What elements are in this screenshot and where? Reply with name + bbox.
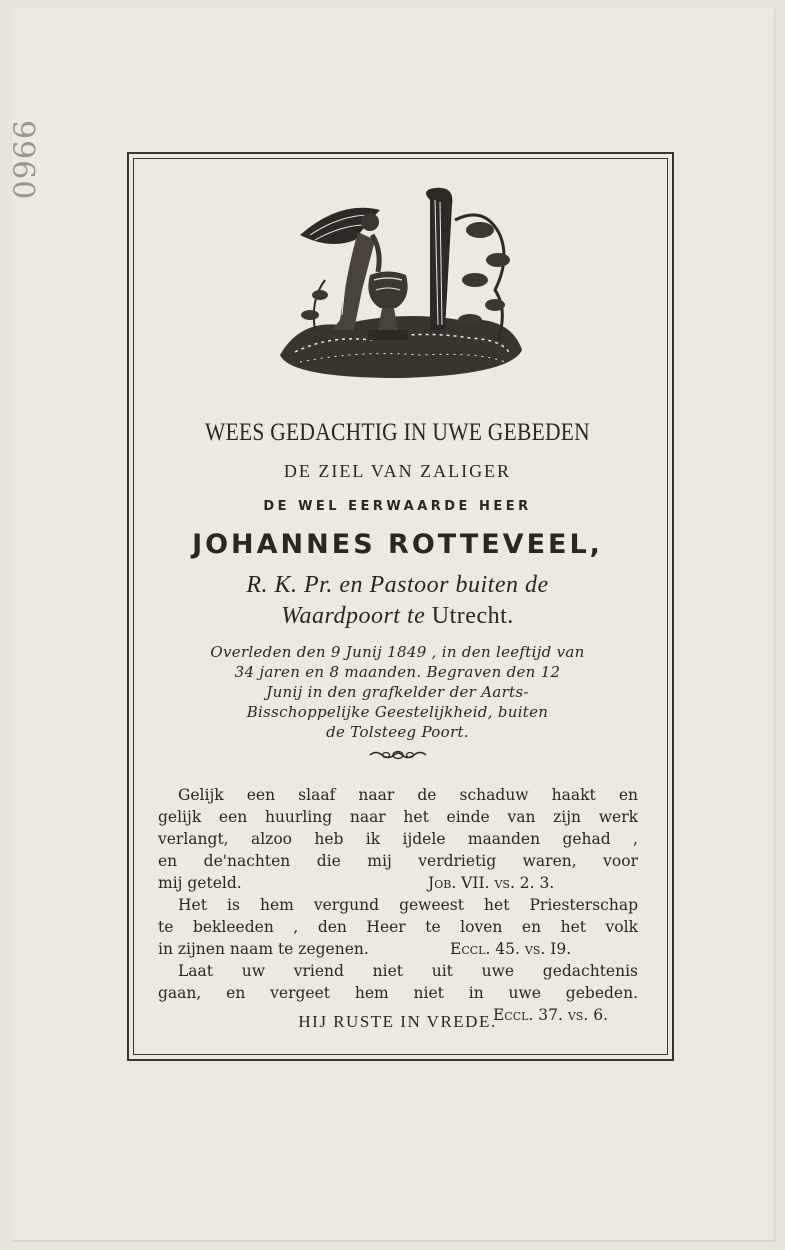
- verse-line: verlangt, alzoo heb ik ijdele maanden gehad ,: [158, 830, 638, 848]
- verse-line: en de'nachten die mij verdrietig waren, voor: [158, 852, 638, 870]
- death-notice: [140, 642, 655, 742]
- verse-reference: Eccl. 45. vs. I9.: [450, 940, 572, 958]
- deceased-name: JOHANNES ROTTEVEEL,: [192, 529, 603, 560]
- angel-urn-vignette-icon: [270, 180, 530, 390]
- death-line: de Tolsteeg Poort.: [326, 723, 469, 741]
- prayer-heading: WEES GEDACHTIG IN UWE GEBEDEN: [205, 419, 590, 446]
- verse-reference: Job. VII. vs. 2. 3.: [428, 874, 555, 892]
- death-line: Junij in den grafkelder der Aarts-: [266, 683, 529, 701]
- death-line: 34 jaren en 8 maanden. Begraven den 12: [234, 663, 561, 681]
- soul-heading: DE ZIEL VAN ZALIGER: [283, 461, 512, 481]
- inventory-number: 9960: [5, 120, 40, 201]
- title-line-2-city: Utrecht.: [431, 603, 514, 629]
- verse-reference: Eccl. 37. vs. 6.: [492, 1006, 608, 1024]
- verse-line: gelijk een huurling naar het einde van zijn werk: [158, 808, 638, 826]
- title-line: [140, 570, 655, 601]
- verse-line: Laat uw vriend niet uit uwe gedachtenis: [178, 962, 638, 980]
- verse-line: in zijnen naam te zegenen.: [158, 940, 369, 958]
- ornamental-divider-icon: [368, 748, 428, 762]
- verse-line: Gelijk een slaaf naar de schaduw haakt en: [178, 786, 638, 804]
- verse-line: te bekleeden , den Heer te loven en het volk: [158, 918, 638, 936]
- memorial-text: [140, 418, 655, 762]
- death-line: Overleden den 9 Junij 1849 , in den leeftijd van: [210, 643, 585, 661]
- title-line-2: [140, 601, 655, 632]
- verse-line: Het is hem vergund geweest het Priesterschap: [178, 896, 638, 914]
- verse-line: mij geteld.: [158, 874, 242, 892]
- title-line-1: R. K. Pr. en Pastoor buiten de: [246, 572, 549, 598]
- death-line: Bisschoppelijke Geestelijkheid, buiten: [246, 703, 549, 721]
- verse-line-with-ref: [158, 872, 638, 894]
- scripture-verses: [158, 784, 638, 1026]
- reverend-heading: DE WEL EERWAARDE HEER: [263, 499, 532, 514]
- verse-line-with-ref: [158, 938, 638, 960]
- closing-line: HIJ RUSTE IN VREDE.: [298, 1012, 497, 1031]
- verse-line: gaan, en vergeet hem niet in uwe gebeden.: [158, 984, 638, 1002]
- title-line-2-italic: Waardpoort te: [281, 603, 426, 629]
